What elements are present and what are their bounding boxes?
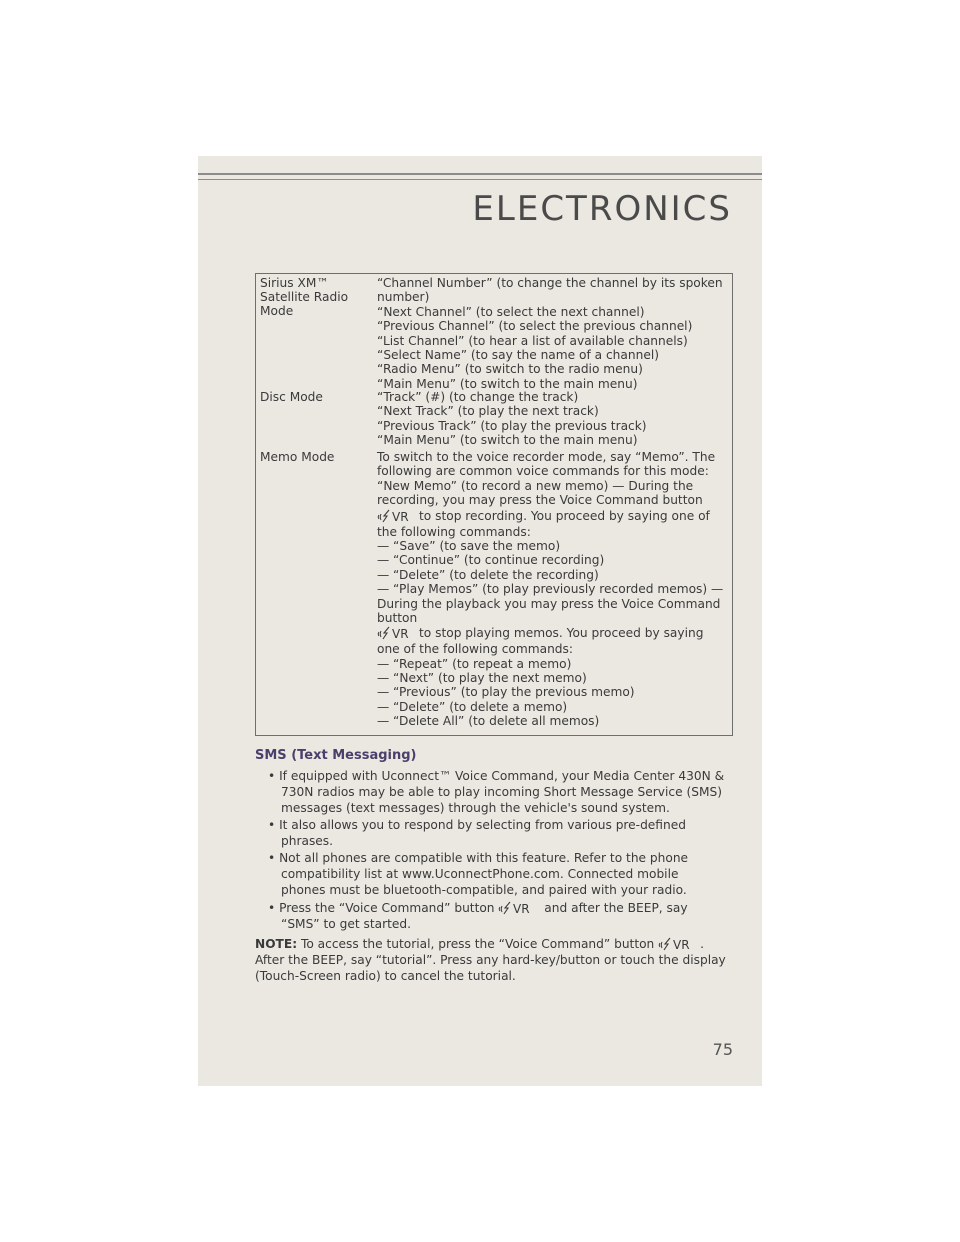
voice-commands (377, 276, 729, 391)
svg-text:VR: VR (392, 627, 409, 641)
command-line: — “Next” (to play the next memo) (377, 671, 587, 686)
command-line: — “Previous” (to play the previous memo) (377, 685, 635, 700)
sms-bullet: • It also allows you to respond by selecting from various pre-defined phrases. (268, 818, 686, 848)
command-line: — “Play Memos” (to play previously recorded memos) — (377, 582, 724, 597)
command-line: “Previous Track” (to play the previous track) (377, 418, 647, 433)
voice-command-table (255, 273, 733, 736)
command-line: “Main Menu” (to switch to the main menu) (377, 376, 638, 391)
command-text: to stop playing memos. You proceed by saying (419, 626, 704, 641)
section-title: ELECTRONICS (472, 189, 732, 229)
command-line: “Main Menu” (to switch to the main menu) (377, 433, 638, 448)
command-line: “Channel Number” (to change the channel by its spoken (377, 276, 723, 290)
svg-text:VR: VR (513, 902, 530, 915)
voice-command-vr-icon (377, 626, 415, 640)
voice-command-vr-icon (377, 509, 415, 523)
mode-label-line: Disc Mode (260, 390, 323, 404)
header-rule (198, 173, 762, 175)
command-line: — “Delete” (to delete the recording) (377, 567, 599, 582)
command-line: “Track” (#) (to change the track) (377, 390, 579, 404)
command-text: to stop recording. You proceed by saying one of (419, 508, 710, 523)
sms-bullet: • Not all phones are compatible with this feature. Refer to the phone compatibility list at www.UconnectPhone.com. Connected mobile phones must be bluetooth-compatible, and paired with your radio. (268, 851, 689, 897)
mode-label-line: Memo Mode (260, 450, 335, 464)
voice-command-vr-icon (498, 901, 536, 915)
command-line (377, 625, 729, 642)
note-label: NOTE: (255, 937, 298, 951)
svg-text:VR: VR (673, 938, 690, 951)
bullet-text: • Press the “Voice Command” button (268, 901, 495, 915)
command-line: To switch to the voice recorder mode, say “Memo”. The (377, 450, 716, 464)
command-line: During the playback you may press the Voice Command (377, 596, 721, 611)
sms-bullet: • Press the “Voice Command” button VR and after the BEEP, say “SMS” to get started. (268, 901, 688, 931)
mode-label-line: Sirius XM™ (260, 276, 329, 290)
command-line: — “Save” (to save the memo) (377, 538, 561, 553)
command-line: — “Continue” (to continue recording) (377, 553, 605, 568)
command-line: — “Delete” (to delete a memo) (377, 699, 568, 714)
note-text: . (700, 937, 705, 951)
command-line: one of the following commands: (377, 642, 573, 657)
command-line: following are common voice commands for this mode: (377, 464, 709, 479)
command-line: “Select Name” (to say the name of a channel) (377, 347, 659, 362)
mode-label (260, 450, 372, 464)
command-line: “Next Channel” (to select the next channel) (377, 304, 645, 319)
voice-waves-glyph (377, 626, 415, 640)
command-line: “New Memo” (to record a new memo) — During the (377, 478, 694, 493)
mode-label-line: Mode (260, 304, 294, 318)
command-line: the following commands: (377, 524, 531, 539)
sms-bullet: • If equipped with Uconnect™ Voice Command, your Media Center 430N & 730N radios may be able to play incoming Short Message Service (SMS) messages (text messages) through the vehicle's sound system. (268, 769, 725, 815)
mode-label (260, 390, 372, 404)
command-line: “Previous Channel” (to select the previous channel) (377, 319, 693, 334)
voice-commands (377, 390, 729, 448)
voice-command-vr-icon (658, 937, 696, 951)
command-line: “Next Track” (to play the next track) (377, 404, 599, 419)
mode-label-line: Satellite Radio (260, 290, 349, 304)
command-line: recording, you may press the Voice Command button (377, 493, 703, 508)
manual-page (198, 156, 762, 1086)
command-line: “Radio Menu” (to switch to the radio menu) (377, 362, 643, 377)
voice-waves-glyph (377, 509, 415, 523)
command-line: button (377, 610, 418, 625)
mode-label (260, 276, 372, 318)
header-rule-thin (198, 179, 762, 180)
note-text: To access the tutorial, press the “Voice Command” button (300, 937, 655, 951)
command-line: “List Channel” (to hear a list of available channels) (377, 333, 688, 348)
sms-heading: SMS (Text Messaging) (255, 748, 417, 763)
svg-text:VR: VR (392, 509, 409, 523)
page-number: 75 (712, 1040, 733, 1059)
voice-waves-glyph (658, 937, 696, 951)
command-line: number) (377, 290, 430, 305)
note-paragraph: NOTE: To access the tutorial, press the “Voice Command” button VR . After the BEEP, say “tutorial”. Press any hard-key/button or touch the display (Touch-Screen radio) to cancel the tutorial. (255, 937, 726, 983)
bullet-text: and after the BEEP, say (544, 901, 688, 915)
command-line: — “Delete All” (to delete all memos) (377, 714, 600, 729)
command-line: — “Repeat” (to repeat a memo) (377, 656, 572, 671)
voice-waves-glyph (498, 901, 536, 915)
voice-commands (377, 450, 729, 729)
command-line (377, 508, 729, 525)
